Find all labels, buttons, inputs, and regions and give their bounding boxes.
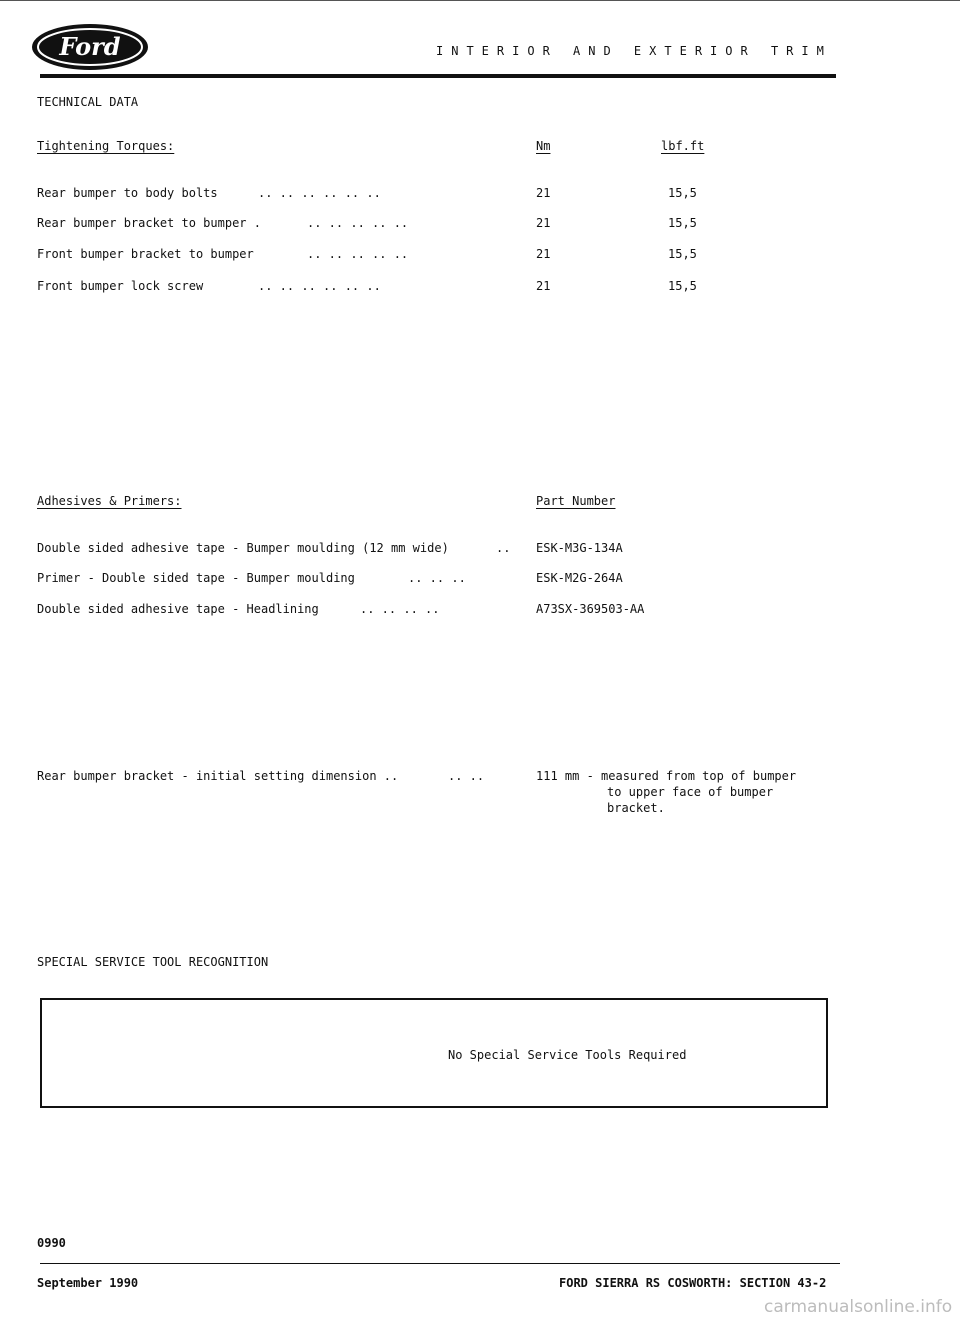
footer-rule xyxy=(40,1263,840,1264)
adhesives-col-part: Part Number xyxy=(536,494,616,508)
torque-dots: .. .. .. .. .. .. xyxy=(258,279,381,293)
footer-section: FORD SIERRA RS COSWORTH: SECTION 43-2 xyxy=(559,1276,827,1290)
adhesive-dots: .. .. .. .. xyxy=(360,602,440,616)
torque-nm: 21 xyxy=(536,186,551,200)
adhesive-part: ESK-M2G-264A xyxy=(536,571,623,585)
adhesive-part: ESK-M3G-134A xyxy=(536,541,623,555)
header-rule xyxy=(40,74,836,78)
torque-label: Front bumper bracket to bumper xyxy=(37,247,254,261)
torque-label: Front bumper lock screw xyxy=(37,279,204,293)
ford-logo-icon xyxy=(30,22,150,72)
setting-value-line2: to upper face of bumper xyxy=(607,785,774,799)
torque-dots: .. .. .. .. .. .. xyxy=(258,186,381,200)
adhesive-label: Double sided adhesive tape - Headlining xyxy=(37,602,319,616)
page-top-edge xyxy=(0,0,960,1)
torques-col-nm: Nm xyxy=(536,139,551,153)
torque-lbf: 15,5 xyxy=(668,247,697,261)
torques-col-lbf: lbf.ft xyxy=(661,139,705,153)
header-title: INTERIOR AND EXTERIOR TRIM xyxy=(436,44,832,58)
torque-lbf: 15,5 xyxy=(668,279,697,293)
adhesive-dots: .. .. .. xyxy=(408,571,466,585)
adhesive-part: A73SX-369503-AA xyxy=(536,602,645,616)
special-tools-heading: SPECIAL SERVICE TOOL RECOGNITION xyxy=(37,955,269,969)
section-heading: TECHNICAL DATA xyxy=(37,95,139,109)
torques-heading: Tightening Torques: xyxy=(37,139,175,153)
torque-label: Rear bumper bracket to bumper . xyxy=(37,216,261,230)
torque-dots: .. .. .. .. .. xyxy=(307,216,409,230)
special-tools-box xyxy=(40,998,828,1108)
setting-value-line1: 111 mm - measured from top of bumper xyxy=(536,769,797,783)
svg-text:Ford: Ford xyxy=(59,32,121,61)
torque-nm: 21 xyxy=(536,279,551,293)
torque-dots: .. .. .. .. .. xyxy=(307,247,409,261)
torque-nm: 21 xyxy=(536,216,551,230)
torque-label: Rear bumper to body bolts xyxy=(37,186,218,200)
adhesive-dots: .. xyxy=(496,541,511,555)
torque-lbf: 15,5 xyxy=(668,186,697,200)
setting-dots: .. .. xyxy=(448,769,485,783)
torque-lbf: 15,5 xyxy=(668,216,697,230)
adhesive-label: Double sided adhesive tape - Bumper moulding (12 mm wide) xyxy=(37,541,449,555)
footer-code: 0990 xyxy=(37,1236,66,1250)
adhesive-label: Primer - Double sided tape - Bumper moulding xyxy=(37,571,355,585)
special-tools-box-text: No Special Service Tools Required xyxy=(448,1048,687,1062)
torque-nm: 21 xyxy=(536,247,551,261)
watermark: carmanualsonline.info xyxy=(764,1297,953,1317)
adhesives-heading: Adhesives & Primers: xyxy=(37,494,182,508)
setting-label: Rear bumper bracket - initial setting dimension .. xyxy=(37,769,399,783)
setting-value-line3: bracket. xyxy=(607,801,665,815)
footer-date: September 1990 xyxy=(37,1276,139,1290)
